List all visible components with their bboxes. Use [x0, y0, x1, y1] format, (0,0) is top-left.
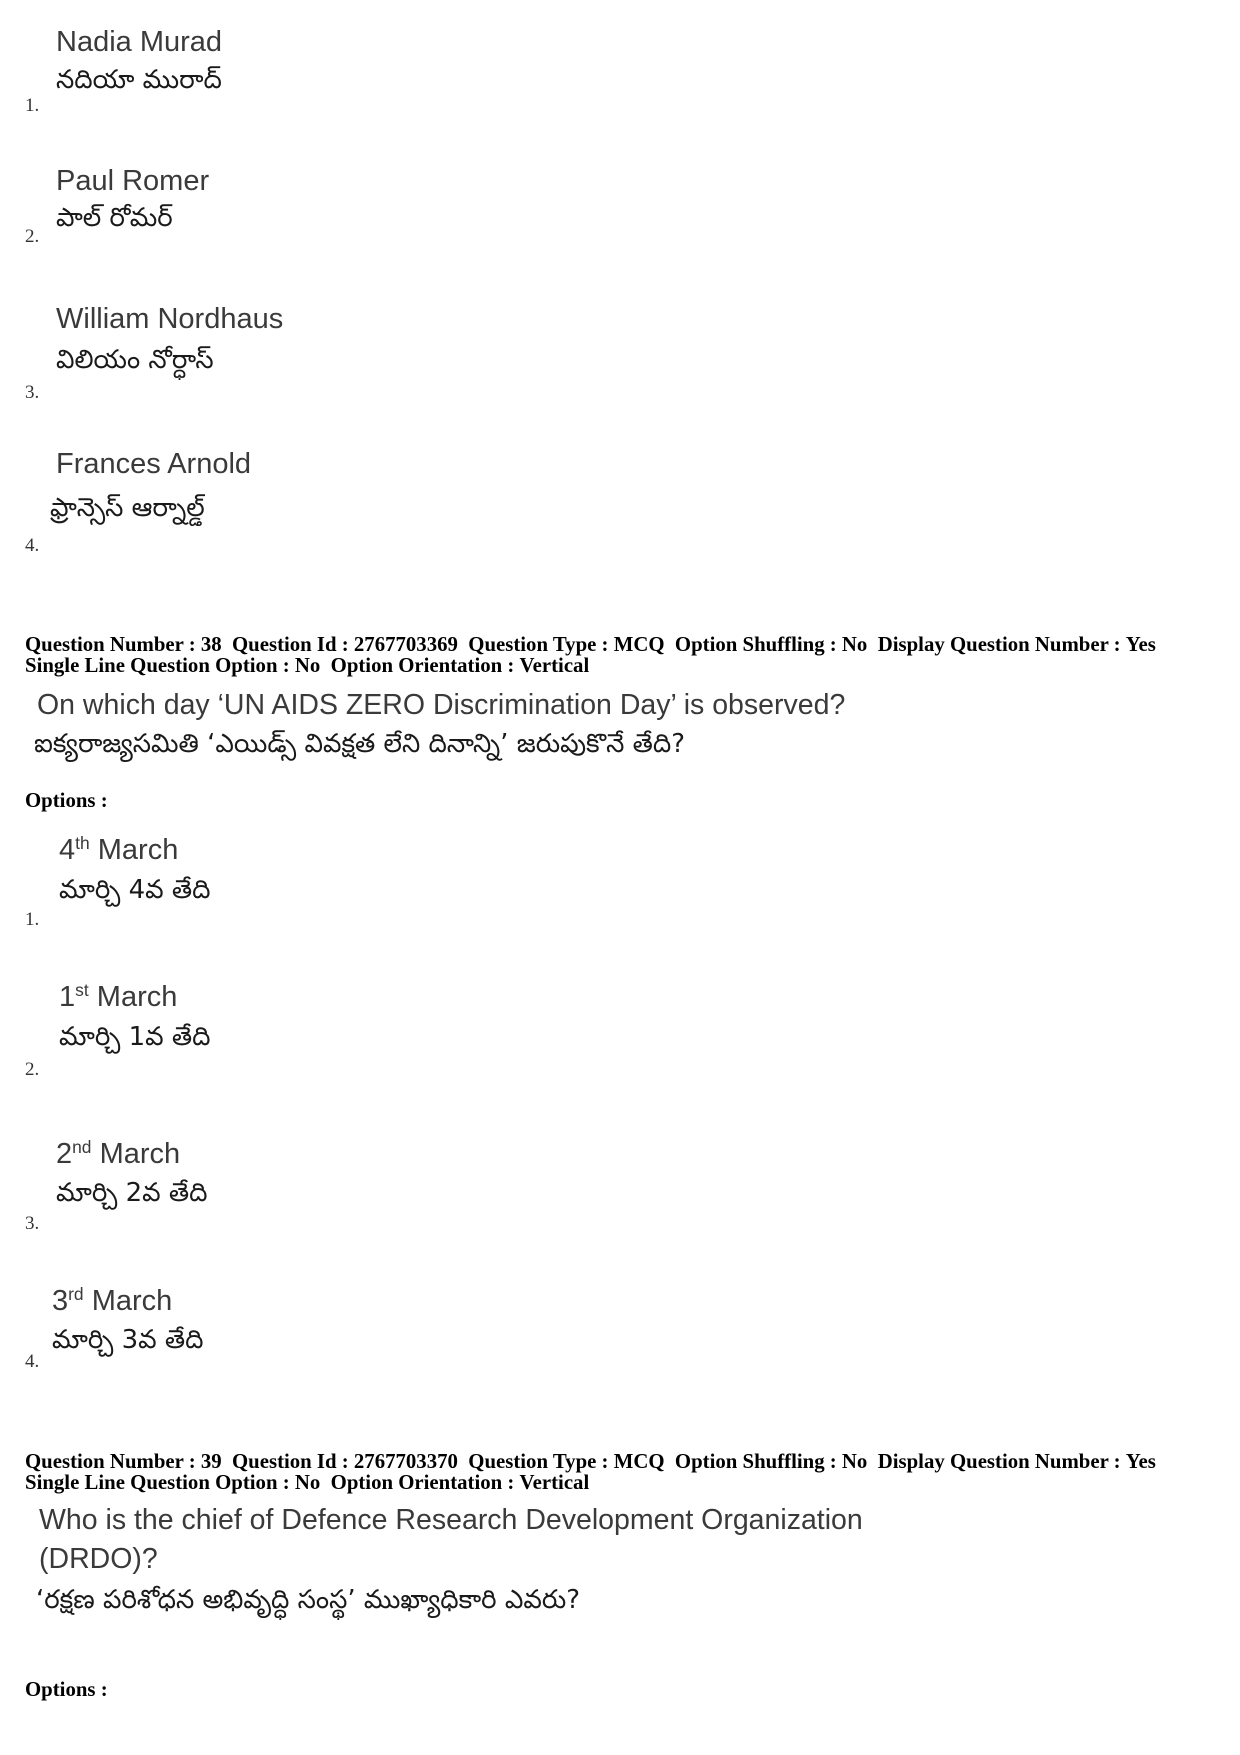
meta-label: Option Orientation : [330, 654, 515, 677]
option-day-suffix: nd [72, 1136, 92, 1157]
option-telugu-text: పాల్ రోమర్ [56, 203, 173, 233]
meta-field-single-line-question-option [25, 1472, 320, 1493]
option-english-text: Nadia Murad [56, 26, 223, 58]
option-day-suffix: rd [68, 1283, 84, 1304]
question-english-text: On which day ‘UN AIDS ZERO Discrimination Day’ is observed? [37, 689, 846, 721]
option-english-text [52, 1283, 172, 1322]
meta-field-display-question-number [878, 1451, 1156, 1472]
meta-label: Question Number : [25, 1450, 196, 1473]
meta-value: Yes [1125, 633, 1156, 656]
option-month: March [91, 1285, 173, 1317]
question-meta-line-2 [25, 1472, 589, 1493]
meta-label: Question Number : [25, 633, 196, 656]
option-number: 4. [25, 535, 40, 556]
option-day: 1 [59, 981, 76, 1013]
meta-field-question-type [468, 634, 664, 655]
meta-label: Option Orientation : [330, 1471, 515, 1494]
meta-value: No [841, 633, 868, 656]
question-telugu-text: ఐక్యరాజ్యసమితి ‘ఎయిడ్స్ వివక్షత లేని దినాన్ని’ జరుపుకొనే తేది? [34, 729, 686, 759]
option-1 [0, 24, 1240, 134]
option-month: March [96, 981, 178, 1013]
meta-field-question-number [25, 1451, 222, 1472]
meta-field-display-question-number [878, 634, 1156, 655]
option-telugu-text: నదియా మురాద్ [56, 65, 222, 95]
question-meta-line-2 [25, 655, 589, 676]
option-telugu-text: మార్చి 3వ తేది [52, 1325, 204, 1355]
meta-label: Question Type : [468, 633, 609, 656]
meta-value: No [841, 1450, 868, 1473]
meta-value: No [294, 654, 321, 677]
meta-value: MCQ [613, 1450, 665, 1473]
meta-field-option-shuffling [675, 634, 867, 655]
option-number: 4. [25, 1351, 40, 1372]
option-english-text [59, 979, 177, 1018]
option-telugu-text: మార్చి 1వ తేది [59, 1022, 211, 1052]
option-telugu-text: మార్చి 2వ తేది [56, 1178, 208, 1208]
option-number: 2. [25, 1059, 40, 1080]
option-month: March [97, 834, 179, 866]
meta-label: Display Question Number : [877, 633, 1121, 656]
options-heading: Options : [25, 789, 108, 812]
meta-value: MCQ [613, 633, 665, 656]
option-3 [0, 1136, 1240, 1246]
option-english-text [59, 832, 178, 871]
option-number: 2. [25, 226, 40, 247]
meta-label: Option Shuffling : [674, 1450, 837, 1473]
meta-label: Option Shuffling : [674, 633, 837, 656]
meta-value: Vertical [519, 1471, 590, 1494]
meta-field-option-shuffling [675, 1451, 867, 1472]
option-telugu-text: ఫ్రాన్సెస్ ఆర్నాల్డ్ [50, 493, 205, 523]
option-english-text [56, 1136, 180, 1175]
option-day-suffix: th [75, 832, 90, 853]
meta-value: 2767703369 [353, 633, 458, 656]
question-english-text: Who is the chief of Defence Research Development Organization [39, 1504, 863, 1536]
meta-label: Question Id : [232, 633, 349, 656]
option-1 [0, 832, 1240, 942]
meta-value: Yes [1125, 1450, 1156, 1473]
meta-value: Vertical [519, 654, 590, 677]
meta-field-question-number [25, 634, 222, 655]
options-heading: Options : [25, 1678, 108, 1701]
meta-field-question-id [232, 1451, 458, 1472]
meta-field-question-type [468, 1451, 664, 1472]
option-day: 4 [59, 834, 76, 866]
meta-value: No [294, 1471, 321, 1494]
option-2 [0, 163, 1240, 273]
question-meta-line-1 [25, 634, 1156, 655]
option-4 [0, 1283, 1240, 1393]
meta-value: 38 [200, 633, 222, 656]
option-day-suffix: st [75, 979, 89, 1000]
option-number: 1. [25, 95, 40, 116]
option-day: 3 [52, 1285, 69, 1317]
option-day: 2 [56, 1138, 73, 1170]
meta-label: Question Type : [468, 1450, 609, 1473]
option-telugu-text: విలియం నోర్ధాస్ [56, 345, 214, 375]
option-telugu-text: మార్చి 4వ తేది [59, 875, 211, 905]
meta-field-single-line-question-option [25, 655, 320, 676]
meta-field-question-id [232, 634, 458, 655]
meta-field-option-orientation [331, 655, 590, 676]
option-number: 3. [25, 1213, 40, 1234]
option-4 [0, 446, 1240, 556]
option-3 [0, 301, 1240, 411]
meta-label: Single Line Question Option : [25, 1471, 290, 1494]
question-english-text: (DRDO)? [39, 1543, 158, 1575]
option-english-text: Paul Romer [56, 165, 210, 197]
meta-label: Single Line Question Option : [25, 654, 290, 677]
option-number: 1. [25, 909, 40, 930]
option-number: 3. [25, 382, 40, 403]
question-meta-line-1 [25, 1451, 1156, 1472]
option-english-text: Frances Arnold [56, 448, 252, 480]
question-telugu-text: ‘రక్షణ పరిశోధన అభివృద్ధి సంస్థ’ ముఖ్యాధికారి ఎవరు? [36, 1585, 581, 1615]
meta-value: 2767703370 [353, 1450, 458, 1473]
meta-label: Display Question Number : [877, 1450, 1121, 1473]
meta-label: Question Id : [232, 1450, 349, 1473]
meta-value: 39 [200, 1450, 222, 1473]
option-month: March [99, 1138, 181, 1170]
option-2 [0, 979, 1240, 1089]
meta-field-option-orientation [331, 1472, 590, 1493]
option-english-text: William Nordhaus [56, 303, 284, 335]
